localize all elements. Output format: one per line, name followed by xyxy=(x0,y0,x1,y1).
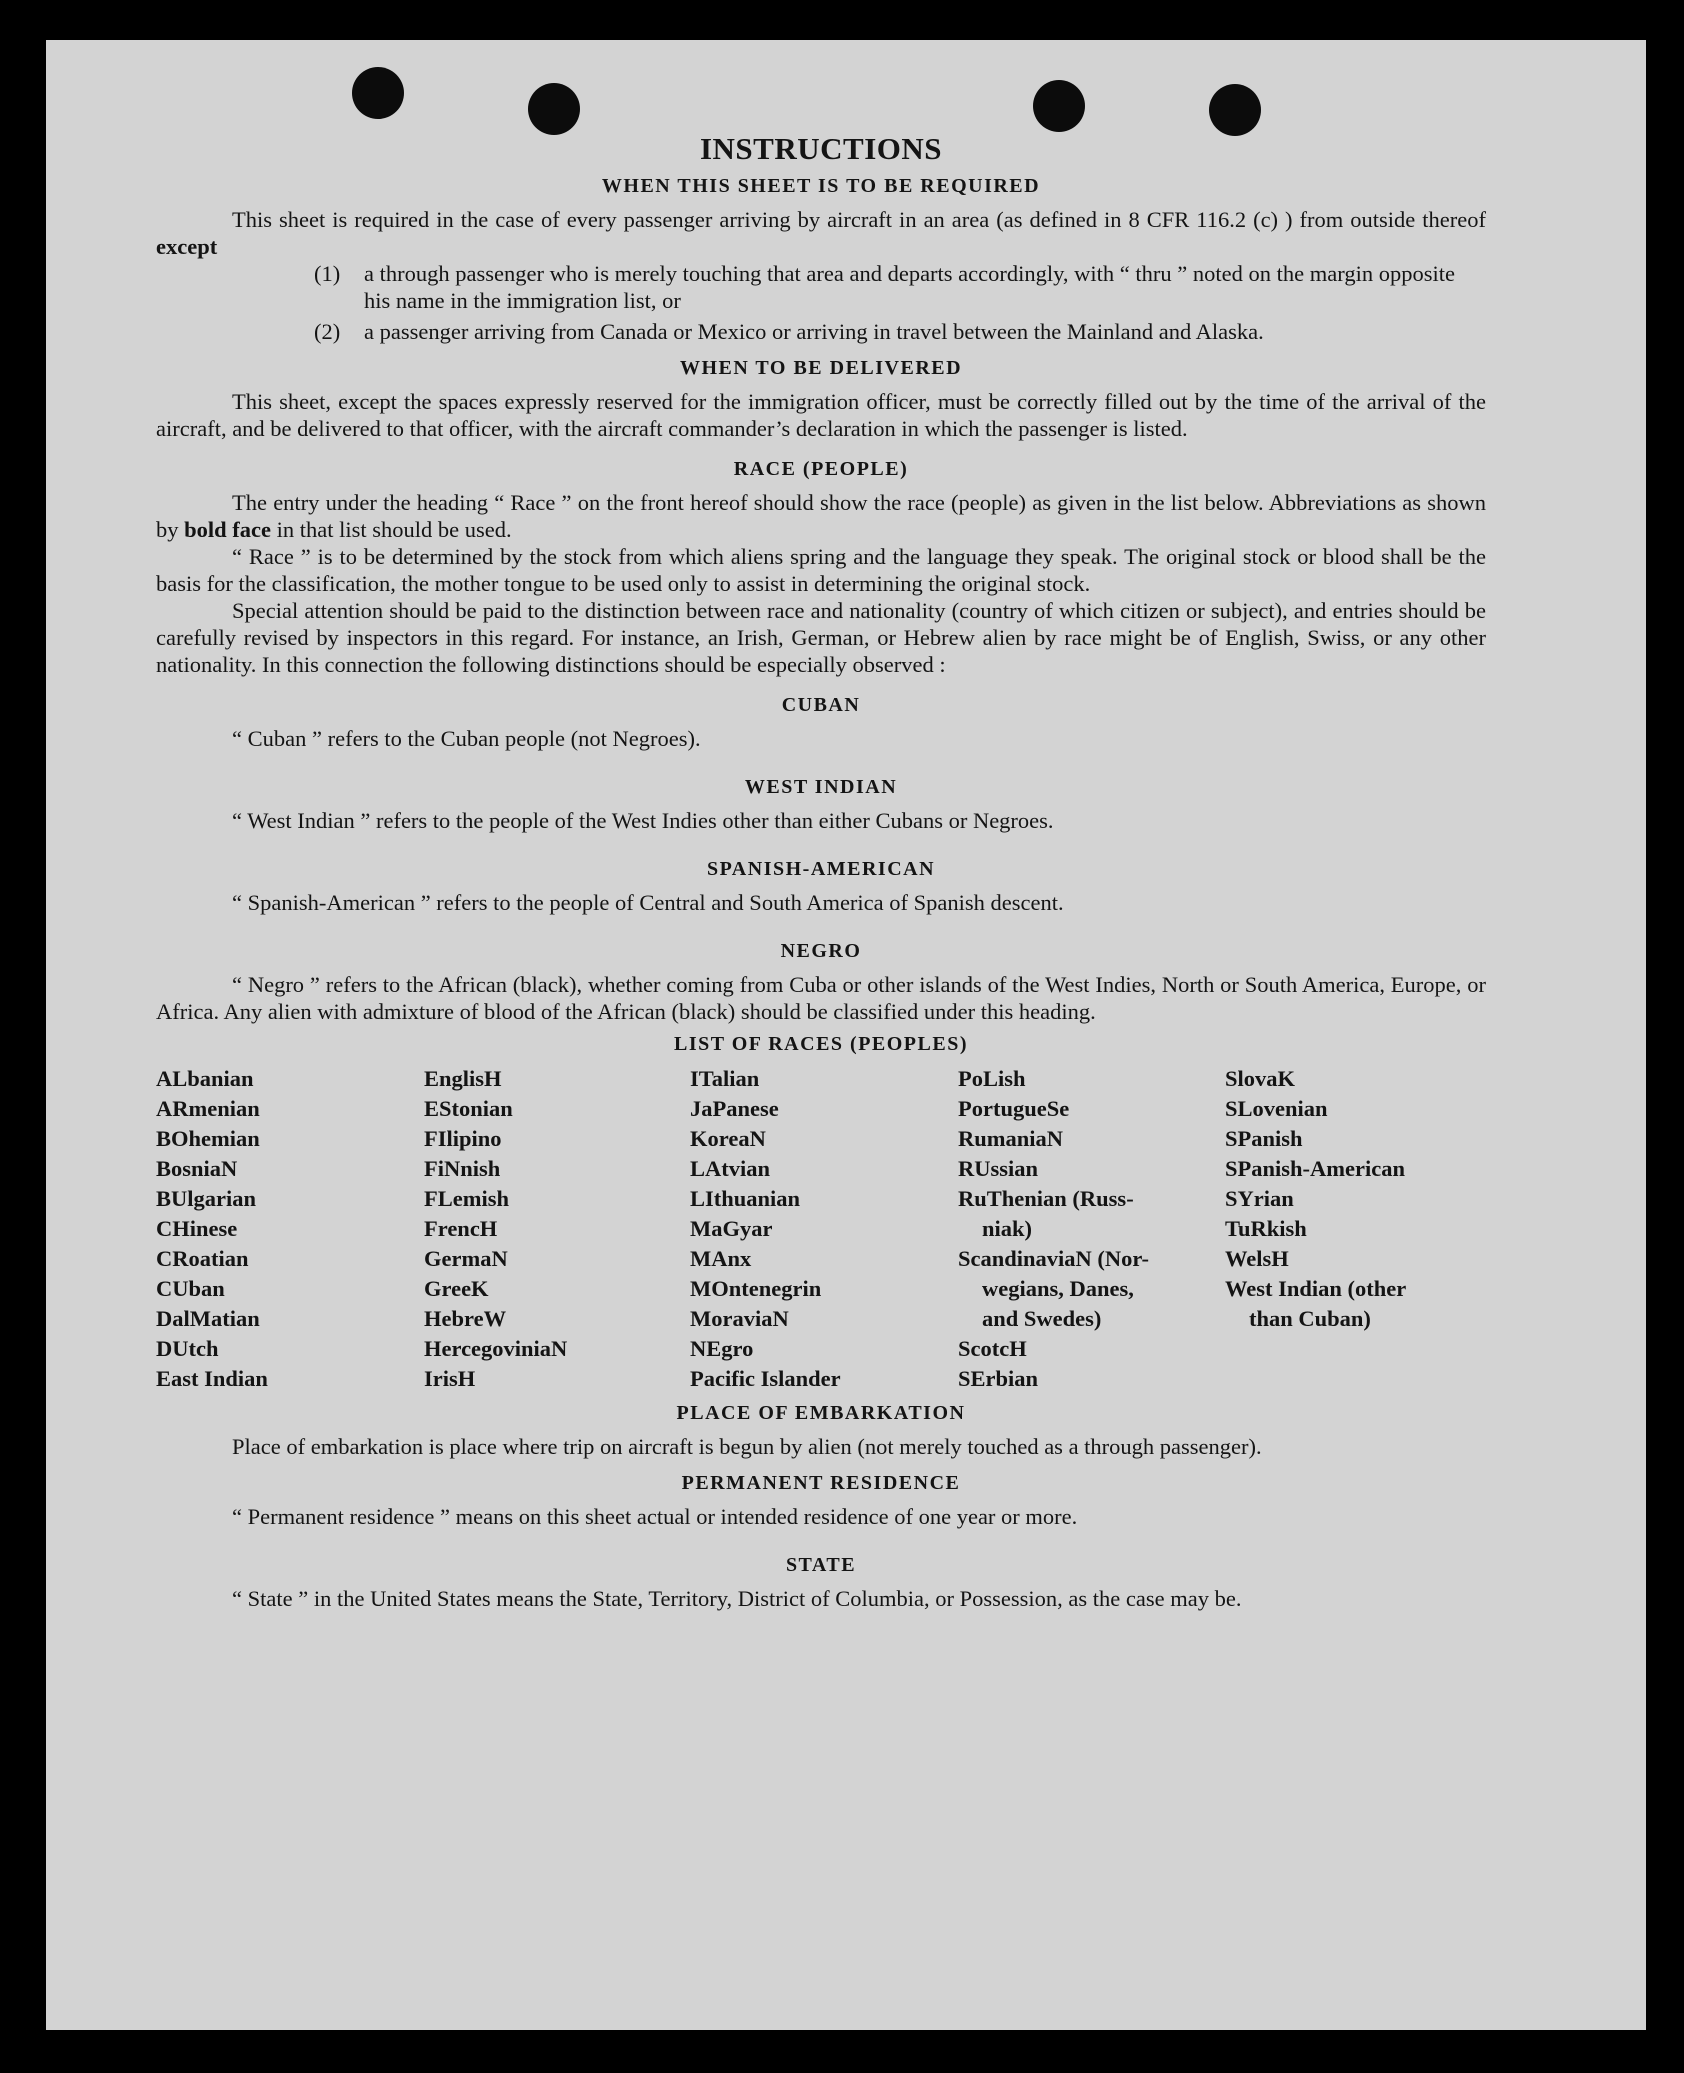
heading-spanish-american: SPANISH-AMERICAN xyxy=(706,858,936,880)
heading-when-delivered: WHEN TO BE DELIVERED xyxy=(679,357,963,379)
race-item: HercegoviniaN xyxy=(424,1336,568,1361)
heading-when-required: WHEN THIS SHEET IS TO BE REQUIRED xyxy=(601,175,1041,197)
race-column-1 xyxy=(156,1064,424,1394)
race-item: EnglisH xyxy=(424,1066,502,1091)
race-column-5 xyxy=(1225,1064,1486,1394)
heading-west-indian: WEST INDIAN xyxy=(744,776,898,798)
para-when-delivered: This sheet, except the spaces expressly reserved for the immigration officer, must be correctly filled out by the time of the arrival of the aircraft, and be delivered to that officer, with the aircraft commander’s declaration in which the passenger is listed. xyxy=(156,389,1486,441)
race-item: RumaniaN xyxy=(958,1126,1064,1151)
race-item-west-indian: West Indian (other than Cuban) xyxy=(1225,1276,1407,1331)
race-item: ScotcH xyxy=(958,1336,1027,1361)
para-west-indian: “ West Indian ” refers to the people of the West Indies other than either Cubans or Negroes. xyxy=(232,808,1054,833)
race-item: GreeK xyxy=(424,1276,489,1301)
race-item: ALbanian xyxy=(156,1066,254,1091)
race-item: SYrian xyxy=(1225,1186,1294,1211)
page-title: INSTRUCTIONS xyxy=(699,131,942,166)
race-item: JaPanese xyxy=(690,1096,779,1121)
race-item: SErbian xyxy=(958,1366,1039,1391)
race-list xyxy=(156,1064,1486,1394)
para-negro: “ Negro ” refers to the African (black), whether coming from Cuba or other islands of the West Indies, North or South America, Europe, or Africa. Any alien with admixture of blood of the African (black) should be classified under this heading. xyxy=(156,972,1486,1024)
race-item: MAnx xyxy=(690,1246,752,1271)
race-item: ARmenian xyxy=(156,1096,260,1121)
race-item: FLemish xyxy=(424,1186,510,1211)
race-item: LIthuanian xyxy=(690,1186,801,1211)
race-item: IrisH xyxy=(424,1366,476,1391)
race-item: CHinese xyxy=(156,1216,238,1241)
para-spanish-american: “ Spanish-American ” refers to the people of Central and South America of Spanish descent. xyxy=(232,890,1064,915)
race-item: BUlgarian xyxy=(156,1186,257,1211)
race-item: PoLish xyxy=(958,1066,1026,1091)
race-item: East Indian xyxy=(156,1366,268,1391)
para-race-3: Special attention should be paid to the distinction between race and nationality (country of which citizen or subject), and entries should be carefully revised by inspectors in this regard. For instance, an Irish, German, or Hebrew alien by race might be of English, Swiss, or any other nationality. In this connection the following distinctions should be especially observed : xyxy=(156,598,1486,677)
list-item-2: (2) a passenger arriving from Canada or Mexico or arriving in travel between the Mainland and Alaska. xyxy=(314,319,1264,344)
race-item: FIlipino xyxy=(424,1126,502,1151)
race-item: RUssian xyxy=(958,1156,1039,1181)
race-item: BOhemian xyxy=(156,1126,260,1151)
race-item: DUtch xyxy=(156,1336,219,1361)
race-column-2 xyxy=(424,1064,690,1394)
para-race-2: “ Race ” is to be determined by the stock from which aliens spring and the language they speak. The original stock or blood shall be the basis for the classification, the mother tongue to be used only to assist in determining the original stock. xyxy=(156,544,1486,596)
race-column-3 xyxy=(690,1064,958,1394)
punch-hole-4 xyxy=(1209,84,1261,136)
race-item: SLovenian xyxy=(1225,1096,1328,1121)
heading-state: STATE xyxy=(785,1554,857,1576)
race-item: SPanish xyxy=(1225,1126,1303,1151)
punch-hole-3 xyxy=(1033,80,1085,132)
race-item: CRoatian xyxy=(156,1246,249,1271)
para-race-1: The entry under the heading “ Race ” on the front hereof should show the race (people) as given in the list below. Abbreviations as shown by bold face in that list should be used. xyxy=(156,490,1486,542)
heading-list-of-races: LIST OF RACES (PEOPLES) xyxy=(673,1033,968,1055)
race-item: Pacific Islander xyxy=(690,1366,841,1391)
heading-negro: NEGRO xyxy=(780,940,862,962)
instructions-text xyxy=(156,131,1486,1612)
race-item: KoreaN xyxy=(690,1126,766,1151)
race-column-4 xyxy=(958,1064,1225,1394)
race-item: MaGyar xyxy=(690,1216,773,1241)
race-item: SPanish-American xyxy=(1225,1156,1405,1181)
heading-permanent-residence: PERMANENT RESIDENCE xyxy=(681,1472,961,1494)
race-item: BosniaN xyxy=(156,1156,238,1181)
race-item: HebreW xyxy=(424,1306,507,1331)
race-item: CUban xyxy=(156,1276,225,1301)
race-item: PortugueSe xyxy=(958,1096,1070,1121)
punch-hole-2 xyxy=(528,83,580,135)
para-state: “ State ” in the United States means the State, Territory, District of Columbia, or Possession, as the case may be. xyxy=(232,1586,1242,1611)
race-item: SlovaK xyxy=(1225,1066,1296,1091)
para-place-of-embarkation: Place of embarkation is place where trip on aircraft is begun by alien (not merely touched as a through passenger). xyxy=(232,1434,1262,1459)
race-item-ruthenian: RuThenian (Russ- niak) xyxy=(958,1186,1134,1241)
heading-place-of-embarkation: PLACE OF EMBARKATION xyxy=(676,1402,966,1424)
punch-hole-1 xyxy=(352,67,404,119)
race-item-scandinavian: ScandinaviaN (Nor- wegians, Danes, and Swedes) xyxy=(958,1246,1150,1331)
race-item: ITalian xyxy=(690,1066,760,1091)
para-cuban: “ Cuban ” refers to the Cuban people (not Negroes). xyxy=(232,726,701,751)
race-item: FrencH xyxy=(424,1216,498,1241)
list-item-1: (1) a through passenger who is merely touching that area and departs accordingly, with “ thru ” noted on the margin opposite his name in the immigration list, or xyxy=(314,261,1455,313)
race-item: DalMatian xyxy=(156,1306,260,1331)
race-item: MoraviaN xyxy=(690,1306,789,1331)
race-item: TuRkish xyxy=(1225,1216,1307,1241)
race-item: FiNnish xyxy=(424,1156,501,1181)
race-item: EStonian xyxy=(424,1096,513,1121)
race-item: LAtvian xyxy=(690,1156,771,1181)
race-item: MOntenegrin xyxy=(690,1276,822,1301)
heading-race: RACE (PEOPLE) xyxy=(733,458,909,480)
race-item: NEgro xyxy=(690,1336,754,1361)
heading-cuban: CUBAN xyxy=(781,694,861,716)
race-item: GermaN xyxy=(424,1246,508,1271)
para-when-required: This sheet is required in the case of every passenger arriving by aircraft in an area (as defined in 8 CFR 116.2 (c) ) from outside thereof except xyxy=(156,207,1486,259)
para-permanent-residence: “ Permanent residence ” means on this sheet actual or intended residence of one year or more. xyxy=(232,1504,1078,1529)
race-item: WelsH xyxy=(1225,1246,1289,1271)
